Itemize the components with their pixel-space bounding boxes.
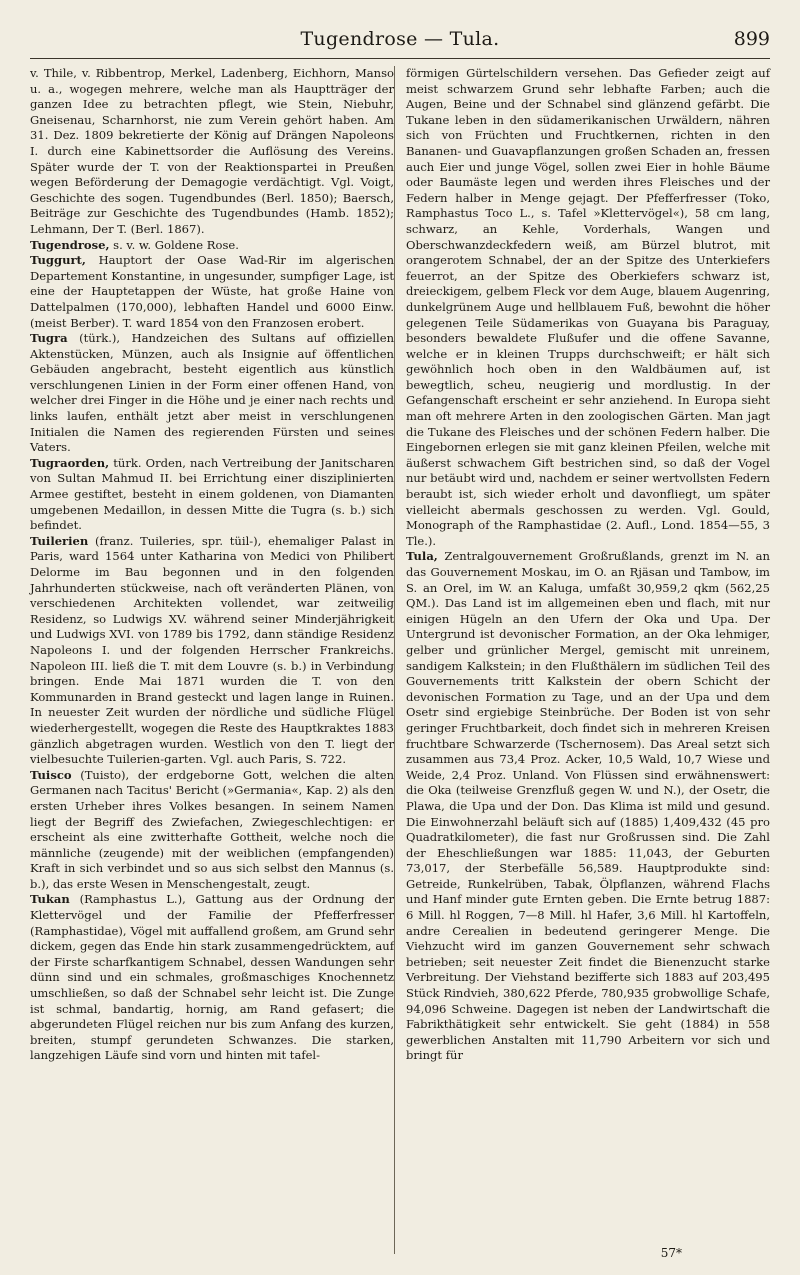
dictionary-entry xyxy=(30,768,394,893)
entry-headword: Tugra xyxy=(30,331,68,346)
dictionary-entry xyxy=(30,253,394,331)
dictionary-entry xyxy=(30,892,394,1064)
entry-headword: Tukan xyxy=(30,892,70,907)
dictionary-entry xyxy=(30,238,394,254)
entry-headword: Tugendrose, xyxy=(30,237,110,252)
entry-headword: Tuisco xyxy=(30,767,72,782)
entry-text: v. Thile, v. Ribbentrop, Merkel, Ladenberg, Eichhorn, Manso u. a., wogegen mehrere, welche man als Hauptträger der ganzen Idee zu betrachten pflegt, wie Stein, Niebuhr, Gneisenau, Scharnhorst, nie zum Verein gehört haben. Am 31. Dez. 1809 bekretierte der König auf Drängen Napoleons I. durch eine Kabinettsorder die Auflösung des Vereins. Später wurde der T. von der Reaktionspartei in Preußen wegen Beförderung der Demagogie verdächtigt. Vgl. Voigt, Geschichte des sogen. Tugendbundes (Berl. 1850); Baersch, Beiträge zur Geschichte des Tugendbundes (Hamb. 1852); Lehmann, Der T. (Berl. 1867). xyxy=(30,66,394,236)
page-header xyxy=(30,28,770,59)
running-head: Tugendrose — Tula. xyxy=(300,28,500,50)
dictionary-entry xyxy=(30,534,394,768)
dictionary-entry xyxy=(30,331,394,456)
entry-text: förmigen Gürtelschildern versehen. Das Gefieder zeigt auf meist schwarzem Grund sehr lebhafte Farben; auch die Augen, Beine und der Schnabel sind glänzend gefärbt. Die Tukane leben in den südamerikanischen Urwäldern, nähren sich von Früchten und Fruchtkernen, richten in den Bananen- und Guavapflanzungen großen Schaden an, fressen auch Eier und junge Vögel, sollen zwei Eier in hohle Bäume oder Baumäste legen und werden ihres Fleisches und der Federn halber in Menge gejagt. Der Pfefferfresser (Toko, Ramphastus Toco L., s. Tafel »Klettervögel«), 58 cm lang, schwarz, an Kehle, Vorderhals, Wangen und Oberschwanzdeckfedern weiß, am Bürzel blutrot, mit orangerotem Schnabel, der an der Spitze des Unterkiefers feuerrot, an der Spitze des Oberkiefers schwarz ist, dreieckigem, gelbem Fleck vor dem Auge, blauem Augenring, dunkelgrünem Auge und hellblauem Fuß, bewohnt die höher gelegenen Teile Südamerikas von Guayana bis Paraguay, besonders bewaldete Flußufer und die offene Savanne, welche er in kleinen Trupps durchschweift; er hält sich gewöhnlich hoch oben in den Waldbäumen auf, ist bewegtlich, scheu, neugierig und mordlustig. In der Gefangenschaft erscheint er sehr anziehend. In Europa sieht man oft mehrere Arten in den zoologischen Gärten. Man jagt die Tukane des Fleisches und der schönen Federn halber. Die Eingebornen erlegen sie mit ganz kleinen Pfeilen, welche mit äußerst schwachem Gift bestrichen sind, so daß der Vogel nur betäubt wird und, nachdem er seiner wertvollsten Federn beraubt ist, sich wieder erholt und davonfliegt, um später vielleicht abermals geschossen zu werden. Vgl. Gould, Monograph of the Ramphastidae (2. Aufl., Lond. 1854—55, 3 Tle.). xyxy=(406,66,770,548)
entry-text: türk. Orden, nach Vertreibung der Janitscharen von Sultan Mahmud II. bei Errichtung einer disziplinierten Armee gestiftet, besteht in einem goldenen, von Diamanten umgebenen Medaillon, in dessen Mitte die Tugra (s. b.) sich befindet. xyxy=(30,455,395,533)
entry-text: (türk.), Handzeichen des Sultans auf offiziellen Aktenstücken, Münzen, auch als Insignie auf öffentlichen Gebäuden angebracht, besteht eigentlich aus künstlich verschlungenen Linien in der Form einer offenen Hand, von welcher drei Finger in die Höhe und je einer nach rechts und links laufen, enthält jetzt aber meist in verschlungenen Initialen die Namen des regierenden Fürsten und seines Vaters. xyxy=(30,331,395,455)
entry-headword: Tula, xyxy=(406,549,438,564)
entry-text: s. v. w. Goldene Rose. xyxy=(113,237,239,252)
entry-text: Zentralgouvernement Großrußlands, grenzt im N. an das Gouvernement Moskau, im O. an Rjäsan und Tambow, im S. an Orel, im W. an Kaluga, umfaßt 30,959,2 qkm (562,25 QM.). Das Land ist im allgemeinen eben und flach, mit nur einigen Hügeln an den Ufern der Oka und Upa. Der Untergrund ist devonischer Formation, an der Oka lehmiger, gelber und grünlicher Mergel, gemischt mit unreinem, sandigem Kalkstein; in den Flußthälern im südlichen Teil des Gouvernements tritt Kalkstein der obern Schicht der devonischen Formation zu Tage, und an der Upa und dem Osetr sind ergiebige Steinbrüche. Der Boden ist von sehr geringer Fruchtbarkeit, doch findet sich in mehreren Kreisen fruchtbare Schwarzerde (Tschernosem). Das Areal setzt sich zusammen aus 73,4 Proz. Acker, 10,5 Wald, 10,7 Wiese und Weide, 2,4 Proz. Unland. Von Flüssen sind erwähnenswert: die Oka (teilweise Grenzfluß gegen W. und N.), der Osetr, die Plawa, die Upa und der Don. Das Klima ist mild und gesund. Die Einwohnerzahl beläuft sich auf (1885) 1,409,432 (45 pro Quadratkilometer), die fast nur Großrussen sind. Die Zahl der Eheschließungen war 1885: 11,043, der Geburten 73,017, der Sterbefälle 56,589. Hauptprodukte sind: Getreide, Runkelrüben, Tabak, Ölpflanzen, während Flachs und Hanf minder gute Ernten geben. Die Ernte betrug 1887: 6 Mill. hl Roggen, 7—8 Mill. hl Hafer, 3,6 Mill. hl Kartoffeln, andre Cerealien in bedeutend geringerer Menge. Die Viehzucht wird im ganzen Gouvernement sehr schwach betrieben; seit neuester Zeit findet die Bienenzucht starke Verbreitung. Der Viehstand bezifferte sich 1883 auf 203,495 Stück Rindvieh, 380,622 Pferde, 780,935 grobwollige Schafe, 94,096 Schweine. Dagegen ist neben der Landwirtschaft die Fabrikthätigkeit sehr entwickelt. Sie geht (1884) in 558 gewerblichen Anstalten mit 11,790 Arbeitern vor sich und bringt für xyxy=(406,549,770,1063)
entry-headword: Tuggurt, xyxy=(30,253,86,268)
column-divider xyxy=(394,66,395,1254)
entry-headword: Tuilerien xyxy=(30,533,89,548)
page-number: 899 xyxy=(733,28,770,50)
entry-text: (Ramphastus L.), Gattung aus der Ordnung der Klettervögel und der Familie der Pfefferfresser (Ramphastidae), Vögel mit auffallend großem, am Grund sehr dickem, gegen das Ende hin stark zusammengedrücktem, auf der Firste scharfkantigem Schnabel, dessen Wandungen sehr dünn sind und ein schmales, großmaschiges Knochennetz umschließen, so daß der Schnabel sehr leicht ist. Die Zunge ist schmal, bandartig, hornig, am Rand gefasert; die abgerundeten Flügel reichen nur bis zum Anfang des kurzen, breiten, stumpf gerundeten Schwanzes. Die starken, langzehigen Läufe sind vorn und hinten mit tafel- xyxy=(30,892,395,1063)
right-column xyxy=(406,66,770,1064)
entry-continuation xyxy=(406,66,770,549)
entry-text: (Tuisto), der erdgeborne Gott, welchen die alten Germanen nach Tacitus' Bericht (»Germania«, Kap. 2) als den ersten Urheber ihres Volkes besangen. In seinem Namen liegt der Begriff des Zwiefachen, Zwiegeschlechtigen: er erscheint als eine zwitterhafte Gottheit, welche noch die männliche (zeugende) mit der weiblichen (empfangenden) Kraft in sich verbindet und so aus sich selbst den Mannus (s. b.), das erste Wesen in Menschengestalt, zeugt. xyxy=(30,767,395,891)
entry-text: (franz. Tuileries, spr. tüil-), ehemaliger Palast in Paris, ward 1564 unter Katharina von Medici von Philibert Delorme im Bau begonnen und in den folgenden Jahrhunderten stückweise, nach oft veränderten Plänen, von verschiedenen Architekten vollendet, war zeitweilig Residenz, so Ludwigs XV. während seiner Minderjährigkeit und Ludwigs XVI. von 1789 bis 1792, dann ständige Residenz Napoleons I. und der folgenden Herrscher Frankreichs. Napoleon III. ließ die T. mit dem Louvre (s. b.) in Verbindung bringen. Ende Mai 1871 wurden die T. von den Kommunarden in Brand gesteckt und lagen lange in Ruinen. In neuester Zeit wurden der nördliche und südliche Flügel wiederhergestellt, wogegen die Reste des Hauptkraktes 1883 gänzlich abgetragen wurden. Westlich von den T. liegt der vielbesuchte Tuilerien-garten. Vgl. auch Paris, S. 722. xyxy=(30,533,394,767)
dictionary-entry xyxy=(406,549,770,1064)
dictionary-entry xyxy=(30,456,394,534)
signature-mark: 57* xyxy=(660,1246,682,1260)
entry-headword: Tugraorden, xyxy=(30,455,110,470)
entry-text: Hauptort der Oase Wad-Rir im algerischen Departement Konstantine, in ungesunder, sumpfiger Lage, ist eine der Hauptetappen der Wüste, hat große Haine von Dattelpalmen (170,000), lebhaften Handel und 6000 Einw. (meist Berber). T. ward 1854 von den Franzosen erobert. xyxy=(30,253,395,330)
entry-continuation xyxy=(30,66,394,238)
left-column xyxy=(30,66,394,1064)
